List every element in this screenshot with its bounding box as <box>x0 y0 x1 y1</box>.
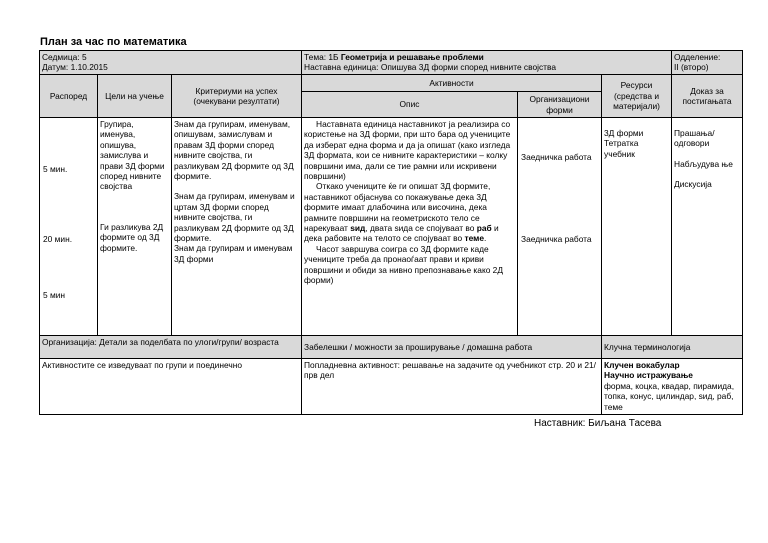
unit-label: Наставна единица: Опишува 3Д форми според нивните својства <box>304 62 557 73</box>
time-3: 5 мин <box>43 290 66 300</box>
vocab-label: Клучен вокабулар <box>604 360 680 370</box>
criterion-3: Знам да групирам и именувам 3Д форми <box>174 243 293 264</box>
theme-prefix: Тема: 1Б <box>304 52 341 62</box>
time-1: 5 мин. <box>43 164 68 174</box>
col-goals: Цели на учење <box>98 75 172 118</box>
terms-header: Клучна терминологија <box>602 336 743 359</box>
evidence-2: Набљудува ње <box>674 158 733 169</box>
col-description: Опис <box>302 92 518 118</box>
desc-paragraph-2: Откако учениците ќе ги опишат 3Д формите, наставникот објаснува со покажување дека 3Д формите имаат длабочина или височина, дека рамните површини на геометриското тело се нарекуваат sид, двата sида се спојуваат во раб и дека рабовите на телото се спојуваат во теме. <box>304 181 499 244</box>
schedule-cell <box>40 118 98 336</box>
page-title: План за час по математика <box>40 36 187 48</box>
desc-paragraph-1: Наставната единица наставникот ја реализира со користење на 3Д форми, при што бара од учениците да изберат една форма и да ја опишат (како изгледа 3Д формата, кои се нивните карактеристики – колку површини има, дали се тие рамни или искривени површини) <box>304 119 511 182</box>
org-text: Активностите се изведуваат по групи и поединечно <box>40 359 302 415</box>
week-date-cell <box>40 51 302 75</box>
org-header: Организација: Детали за поделбата по улоги/групи/ возраста <box>40 336 302 359</box>
col-organization: Организациони форми <box>518 92 602 118</box>
lesson-plan-table <box>39 50 743 415</box>
notes-header: Забелешки / можности за проширување / домашна работа <box>302 336 602 359</box>
grade-cell <box>672 51 743 75</box>
organization-cell <box>518 118 602 336</box>
resource-2: Тетратка <box>604 138 639 149</box>
goal-1: Групира, именува, опишува, замислува и прави 3Д форми според нивните својства <box>100 119 165 192</box>
evidence-1: Прашања/ одговори <box>674 128 715 149</box>
resource-3: учебник <box>604 148 635 159</box>
research-label: Научно истражување <box>604 370 693 381</box>
teacher-signature: Наставник: Биљана Тасева <box>534 418 662 429</box>
terms-list: форма, коцка, квадар, пирамида, топка, конус, цилиндар, sид, раб, теме <box>604 380 735 412</box>
description-cell <box>302 118 518 336</box>
goals-cell <box>98 118 172 336</box>
criteria-cell <box>172 118 302 336</box>
theme-name: Геометрија и решавање проблеми <box>340 52 484 62</box>
terms-cell <box>602 359 743 415</box>
org-form-1: Заедничка работа <box>521 152 592 162</box>
week-label: Седмица: 5 <box>42 52 87 62</box>
criterion-1: Знам да групирам, именувам, опишувам, замислувам и правам 3Д форми според нивните својства, ги разликувам 2Д формите од 3Д формите. <box>174 119 294 182</box>
col-evidence: Доказ за постигањата <box>672 75 743 118</box>
col-resources: Ресурси (средства и материјали) <box>602 75 672 118</box>
resources-cell <box>602 118 672 336</box>
evidence-cell <box>672 118 743 336</box>
date-label: Датум: 1.10.2015 <box>42 62 108 73</box>
desc-paragraph-3: Часот завршува соигра со 3Д формите каде учениците треба да пронаоѓаат прави и криви површини и обиди за нивно препознавање како 2Д форми) <box>304 243 504 286</box>
time-2: 20 мин. <box>43 234 73 244</box>
evidence-3: Дискусија <box>674 179 712 190</box>
goal-2: Ги разликува 2Д формите од 3Д формите. <box>100 221 164 253</box>
grade-label: Одделение: <box>674 52 721 62</box>
col-activities: Активности <box>302 75 602 92</box>
col-schedule: Распоред <box>40 75 98 118</box>
criterion-2: Знам да групирам, именувам и цртам 3Д форми според нивните својства, ги разликувам 2Д формите од 3Д формите. <box>174 191 295 244</box>
col-criteria: Критериуми на успех (очекувани резултати) <box>172 75 302 118</box>
theme-cell <box>302 51 672 75</box>
notes-text: Попладневна активност: решавање на задачите од учебникот стр. 20 и 21/ прв дел <box>302 359 602 415</box>
org-form-2: Заедничка работа <box>521 234 592 244</box>
grade-value: II (второ) <box>674 62 709 73</box>
resource-1: 3Д форми <box>604 128 644 138</box>
